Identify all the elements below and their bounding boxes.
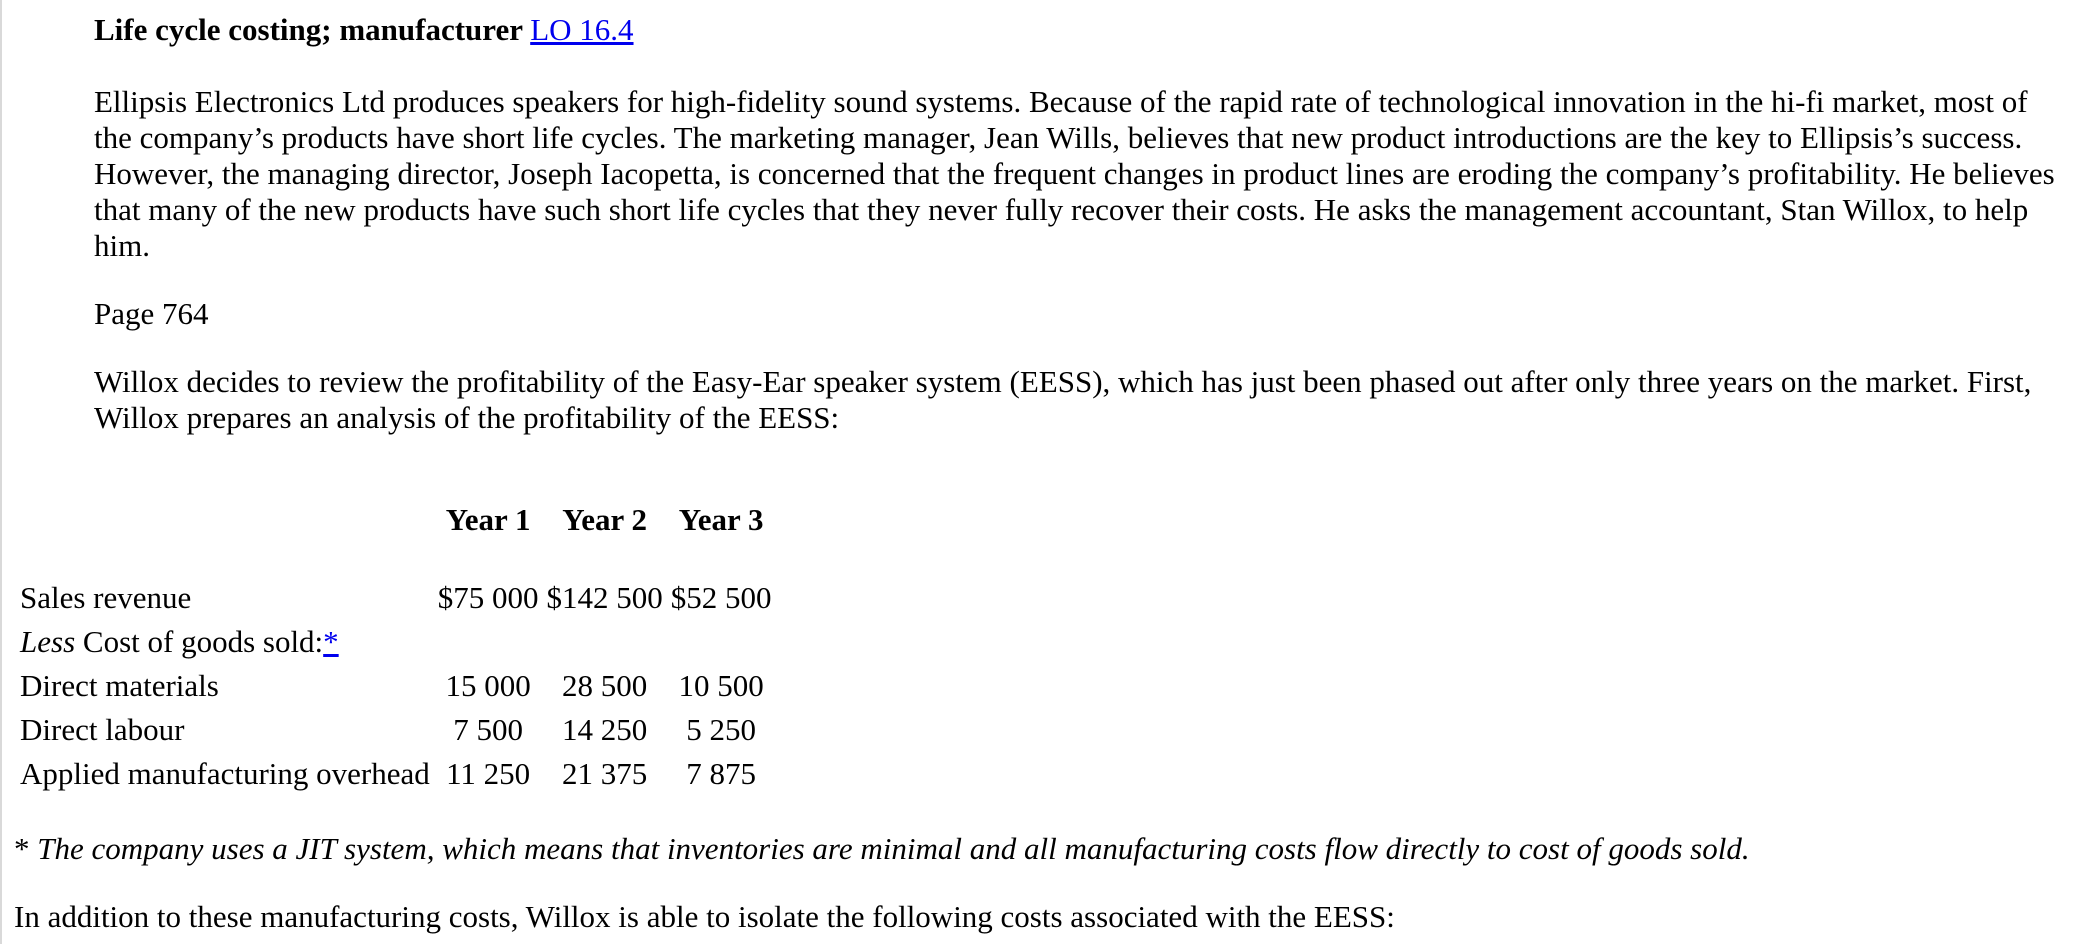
closing-paragraph: In addition to these manufacturing costs, Willox is able to isolate the following costs associated with the EESS: <box>14 899 1395 934</box>
footnote-text: The company uses a JIT system, which means that inventories are minimal and all manufacturing costs flow directly to cost of goods sold. <box>37 831 1750 866</box>
applied-overhead-year-3: 7 875 <box>686 756 756 791</box>
row-label-less-cogs <box>14 620 776 664</box>
table-header-blank <box>14 502 434 542</box>
footnote-marker-link[interactable]: * <box>323 624 339 659</box>
table-spacer-row <box>14 542 776 576</box>
profitability-table <box>14 502 776 796</box>
sales-revenue-year-2: $142 500 <box>546 580 663 615</box>
direct-labour-year-2: 14 250 <box>562 712 648 747</box>
footnote <box>14 831 1750 867</box>
sales-revenue-year-1: $75 000 <box>437 580 539 615</box>
direct-labour-year-1: 7 500 <box>453 712 523 747</box>
review-paragraph: Willox decides to review the profitability of the Easy-Ear speaker system (EESS), which has just been phased out after only three years on the market. First, Willox prepares an analysis of the profitability of the EESS: <box>94 364 2032 435</box>
table-row <box>14 752 776 796</box>
direct-materials-year-3: 10 500 <box>678 668 764 703</box>
table-header-year-2: Year 2 <box>562 502 647 537</box>
less-label: Less <box>20 624 76 659</box>
table-header-year-3: Year 3 <box>678 502 764 537</box>
row-label-applied-overhead: Applied manufacturing overhead <box>20 756 430 791</box>
applied-overhead-year-2: 21 375 <box>562 756 648 791</box>
row-label-sales-revenue: Sales revenue <box>20 580 192 615</box>
row-label-direct-materials: Direct materials <box>20 668 219 703</box>
direct-materials-year-1: 15 000 <box>445 668 531 703</box>
table-row <box>14 576 776 620</box>
exercise-heading <box>94 12 2064 48</box>
applied-overhead-year-1: 11 250 <box>446 756 531 791</box>
page-left-border <box>0 0 2 944</box>
table-header-year-1: Year 1 <box>445 502 531 537</box>
table-header-row <box>14 502 776 542</box>
table-row <box>14 708 776 752</box>
table-row <box>14 664 776 708</box>
page-number: Page 764 <box>94 296 209 331</box>
intro-paragraph: Ellipsis Electronics Ltd produces speakers for high-fidelity sound systems. Because of the rapid rate of technological innovation in the hi-fi market, most of the company’s products have short life cycles. The marketing manager, Jean Wills, believes that new product introductions are the key to Ellipsis’s success. However, the managing director, Joseph Iacopetta, is concerned that the frequent changes in product lines are eroding the company’s profitability. He believes that many of the new products have such short life cycles that they never fully recover their costs. He asks the management accountant, Stan Willox, to help him. <box>94 84 2055 263</box>
table-row <box>14 620 776 664</box>
direct-materials-year-2: 28 500 <box>562 668 648 703</box>
cogs-label: Cost of goods sold: <box>75 624 324 659</box>
row-label-direct-labour: Direct labour <box>20 712 185 747</box>
exercise-title: Life cycle costing; manufacturer <box>94 12 523 47</box>
sales-revenue-year-3: $52 500 <box>670 580 772 615</box>
direct-labour-year-3: 5 250 <box>686 712 756 747</box>
footnote-marker: * <box>14 831 38 866</box>
learning-objective-link[interactable]: LO 16.4 <box>530 12 634 47</box>
